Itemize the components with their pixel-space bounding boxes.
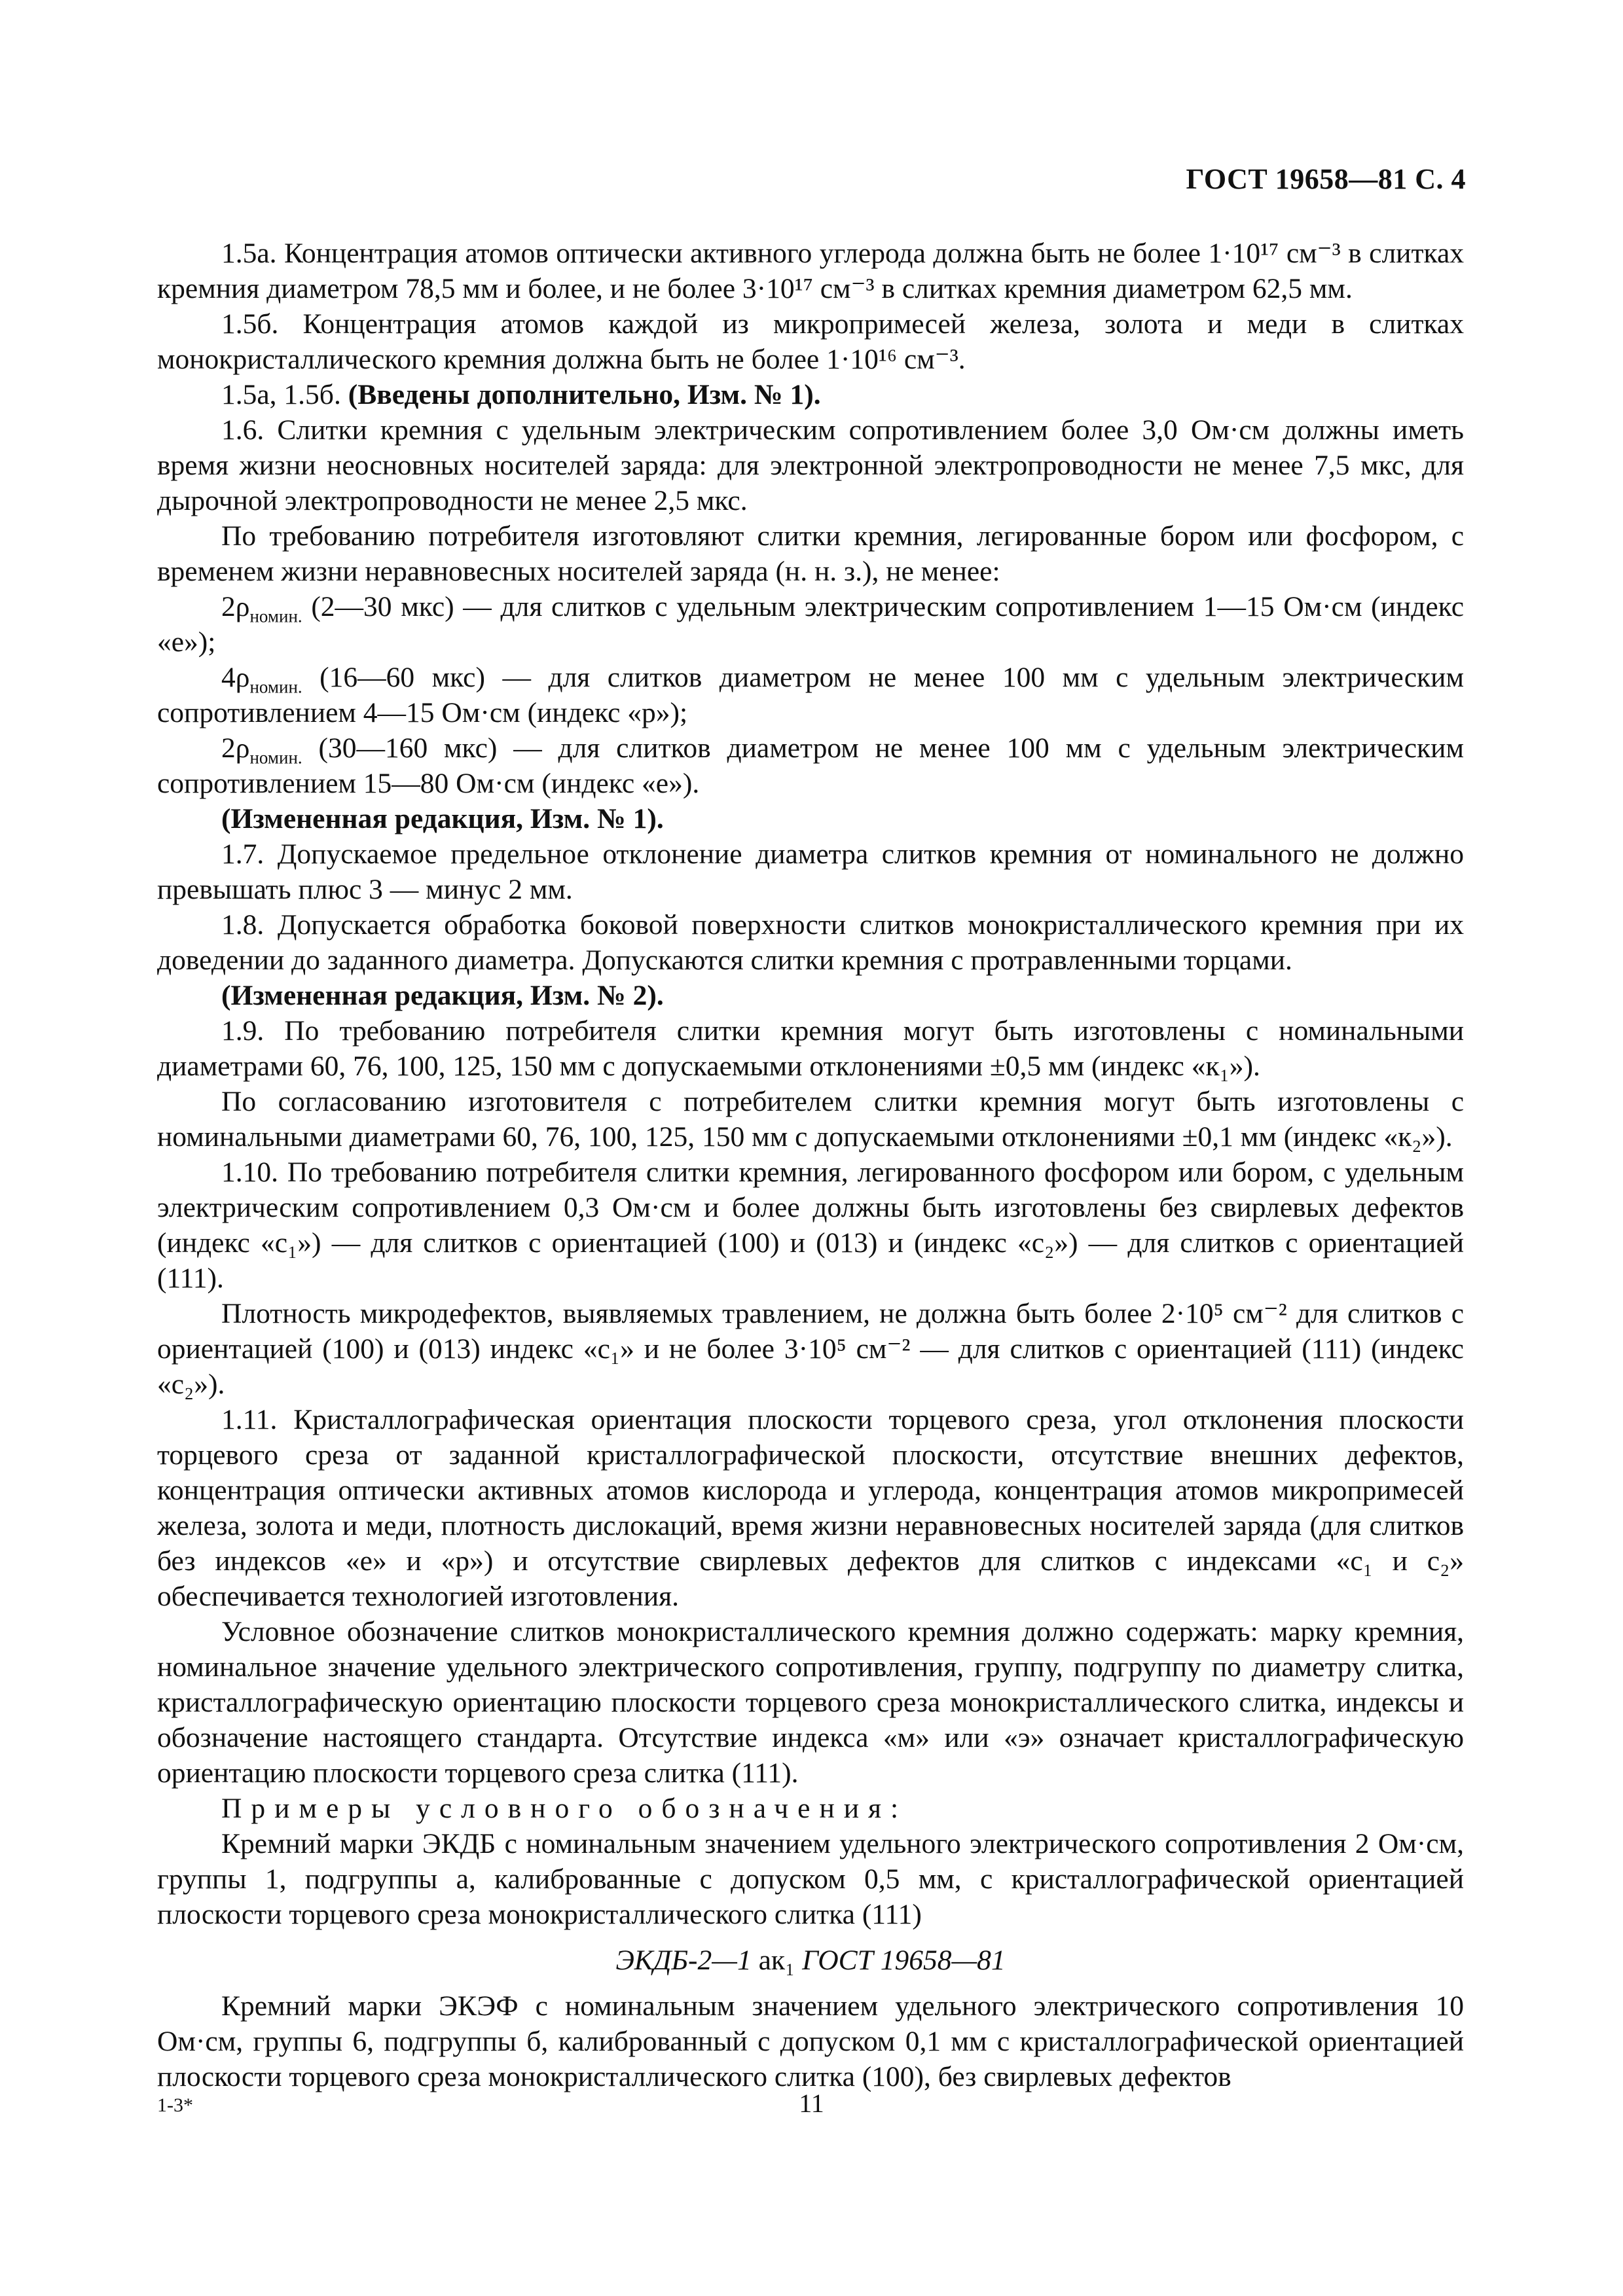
paragraph-1-11: 1.11. Кристаллографическая ориентация плоскости торцевого среза, угол отклонения плоскости торцевого среза от заданной кристаллографической плоскости, отсутствие внешних дефектов, концентрация оптически активных атомов кислорода и углерода, концентрация атомов микропримесей железа, золота и меди, плотность дислокаций, время жизни неравновесных носителей заряда (для слитков без индексов «е» и «р») и отсутствие свирлевых дефектов для слитков с индексами «с₁ и с₂» обеспечивается технологией изготовления. [157, 1404, 1464, 1612]
lifetime-text: (16—60 мкс) — для слитков диаметром не менее 100 мм с удельным электрическим сопротивлением 4—15 Ом·см (индекс «р»); [157, 662, 1464, 728]
paragraph-designation: Условное обозначение слитков монокристаллического кремния должно содержать: марку кремния, номинальное значение удельного электрического сопротивления, группу, подгруппу по диаметру слитка, кристаллографическую ориентацию плоскости торцевого среза монокристаллического слитка, индексы и обозначение настоящего стандарта. Отсутствие индекса «м» или «э» означает кристаллографическую ориентацию плоскости торцевого среза слитка (111). [157, 1616, 1464, 1789]
lifetime-text: (2—30 мкс) — для слитков с удельным электрическим сопротивлением 1—15 Ом·см (индекс «е»); [157, 591, 1464, 658]
paragraph-1-5b: 1.5б. Концентрация атомов каждой из микропримесей железа, золота и меди в слитках монокристаллического кремния должна быть не более 1·10¹⁶ см⁻³. [157, 308, 1464, 375]
paragraph-1-8: 1.8. Допускается обработка боковой поверхности слитков монокристаллического кремния при их доведении до заданного диаметра. Допускаются слитки кремния с протравленными торцами. [157, 909, 1464, 976]
paragraph-example-2: Кремний марки ЭКЭФ с номинальным значением удельного электрического сопротивления 10 Ом·см, группы 6, подгруппы б, калиброванный с допуском 0,1 мм с кристаллографической ориентацией плоскости торцевого среза монокристаллического слитка (100), без свирлевых дефектов [157, 1990, 1464, 2092]
paragraph-lifetime-e1 [157, 589, 1464, 660]
paragraph-lifetime-p [157, 660, 1464, 730]
paragraph-1-6: 1.6. Слитки кремния с удельным электрическим сопротивлением более 3,0 Ом·см должны иметь время жизни неосновных носителей заряда: для электронной электропроводности не менее 7,5 мкс, для дырочной электропроводности не менее 2,5 мкс. [157, 414, 1464, 516]
paragraph-1-9: 1.9. По требованию потребителя слитки кремния могут быть изготовлены с номинальными диаметрами 60, 76, 100, 125, 150 мм с допускаемыми отклонениями ±0,5 мм (индекс «к₁»). [157, 1015, 1464, 1082]
rho-symbol: 2ρ [221, 732, 250, 764]
paragraph-agreement: По согласованию изготовителя с потребителем слитки кремния могут быть изготовлены с номинальными диаметрами 60, 76, 100, 125, 150 мм с допускаемыми отклонениями ±0,1 мм (индекс «к₂»). [157, 1086, 1464, 1153]
footer-sheet-code: 1-3* [157, 2094, 193, 2116]
paragraph-microdefects: Плотность микродефектов, выявляемых травлением, не должна быть более 2·10⁵ см⁻² для слитков с ориентацией (100) и (013) индекс «с₁» и не более 3·10⁵ см⁻² — для слитков с ориентацией (111) (индекс «с₂»). [157, 1298, 1464, 1400]
rho-subscript: номин. [249, 747, 302, 768]
paragraph-example-1: Кремний марки ЭКДБ с номинальным значением удельного электрического сопротивления 2 Ом·см, группы 1, подгруппы а, калиброванные с допуском 0,5 мм, с кристаллографической ориентацией плоскости торцевого среза монокристаллического слитка (111) [157, 1828, 1464, 1930]
paragraph-1-7: 1.7. Допускаемое предельное отклонение диаметра слитков кремния от номинального не должно превышать плюс 3 — минус 2 мм. [157, 838, 1464, 905]
document-body [157, 236, 1464, 2094]
designation-standard: ГОСТ 19658—81 [802, 1945, 1006, 1976]
rho-symbol: 4ρ [221, 662, 250, 693]
paragraph-amendment-2: (Измененная редакция, Изм. № 1). [221, 803, 664, 834]
paragraph-1-5a: 1.5а. Концентрация атомов оптически активного углерода должна быть не более 1·10¹⁷ см⁻³ в слитках кремния диаметром 78,5 мм и более, и не более 3·10¹⁷ см⁻³ в слитках кремния диаметром 62,5 мм. [157, 238, 1464, 304]
paragraph-1-10: 1.10. По требованию потребителя слитки кремния, легированного фосфором или бором, с удельным электрическим сопротивлением 0,3 Ом·см и более должны быть изготовлены без свирлевых дефектов (индекс «с₁») — для слитков с ориентацией (100) и (013) и (индекс «с₂») — для слитков с ориентацией (111). [157, 1157, 1464, 1294]
paragraph-amendment-3: (Измененная редакция, Изм. № 2). [221, 980, 664, 1011]
lifetime-text: (30—160 мкс) — для слитков диаметром не менее 100 мм с удельным электрическим сопротивлением 15—80 Ом·см (индекс «е»). [157, 732, 1464, 799]
amendment-note: (Введены дополнительно, Изм. № 1). [348, 379, 821, 410]
rho-subscript: номин. [249, 677, 302, 697]
page-number: 11 [799, 2089, 824, 2118]
rho-symbol: 2ρ [221, 591, 250, 622]
amendment-ref: 1.5а, 1.5б. [221, 379, 348, 410]
paragraph-amendment-1 [157, 377, 1464, 412]
paragraph-lifetime-e2 [157, 730, 1464, 801]
designation-grade: ЭКДБ-2—1 [615, 1945, 752, 1976]
designation-example-1 [157, 1943, 1464, 1978]
page-header: ГОСТ 19658—81 С. 4 [1186, 163, 1466, 195]
rho-subscript: номин. [249, 606, 302, 626]
designation-index: ак₁ [751, 1945, 803, 1976]
paragraph-lifetime-intro: По требованию потребителя изготовляют слитки кремния, легированные бором или фосфором, с временем жизни неравновесных носителей заряда (н. н. з.), не менее: [157, 520, 1464, 587]
paragraph-examples-heading: Примеры условного обозначения: [221, 1793, 908, 1824]
